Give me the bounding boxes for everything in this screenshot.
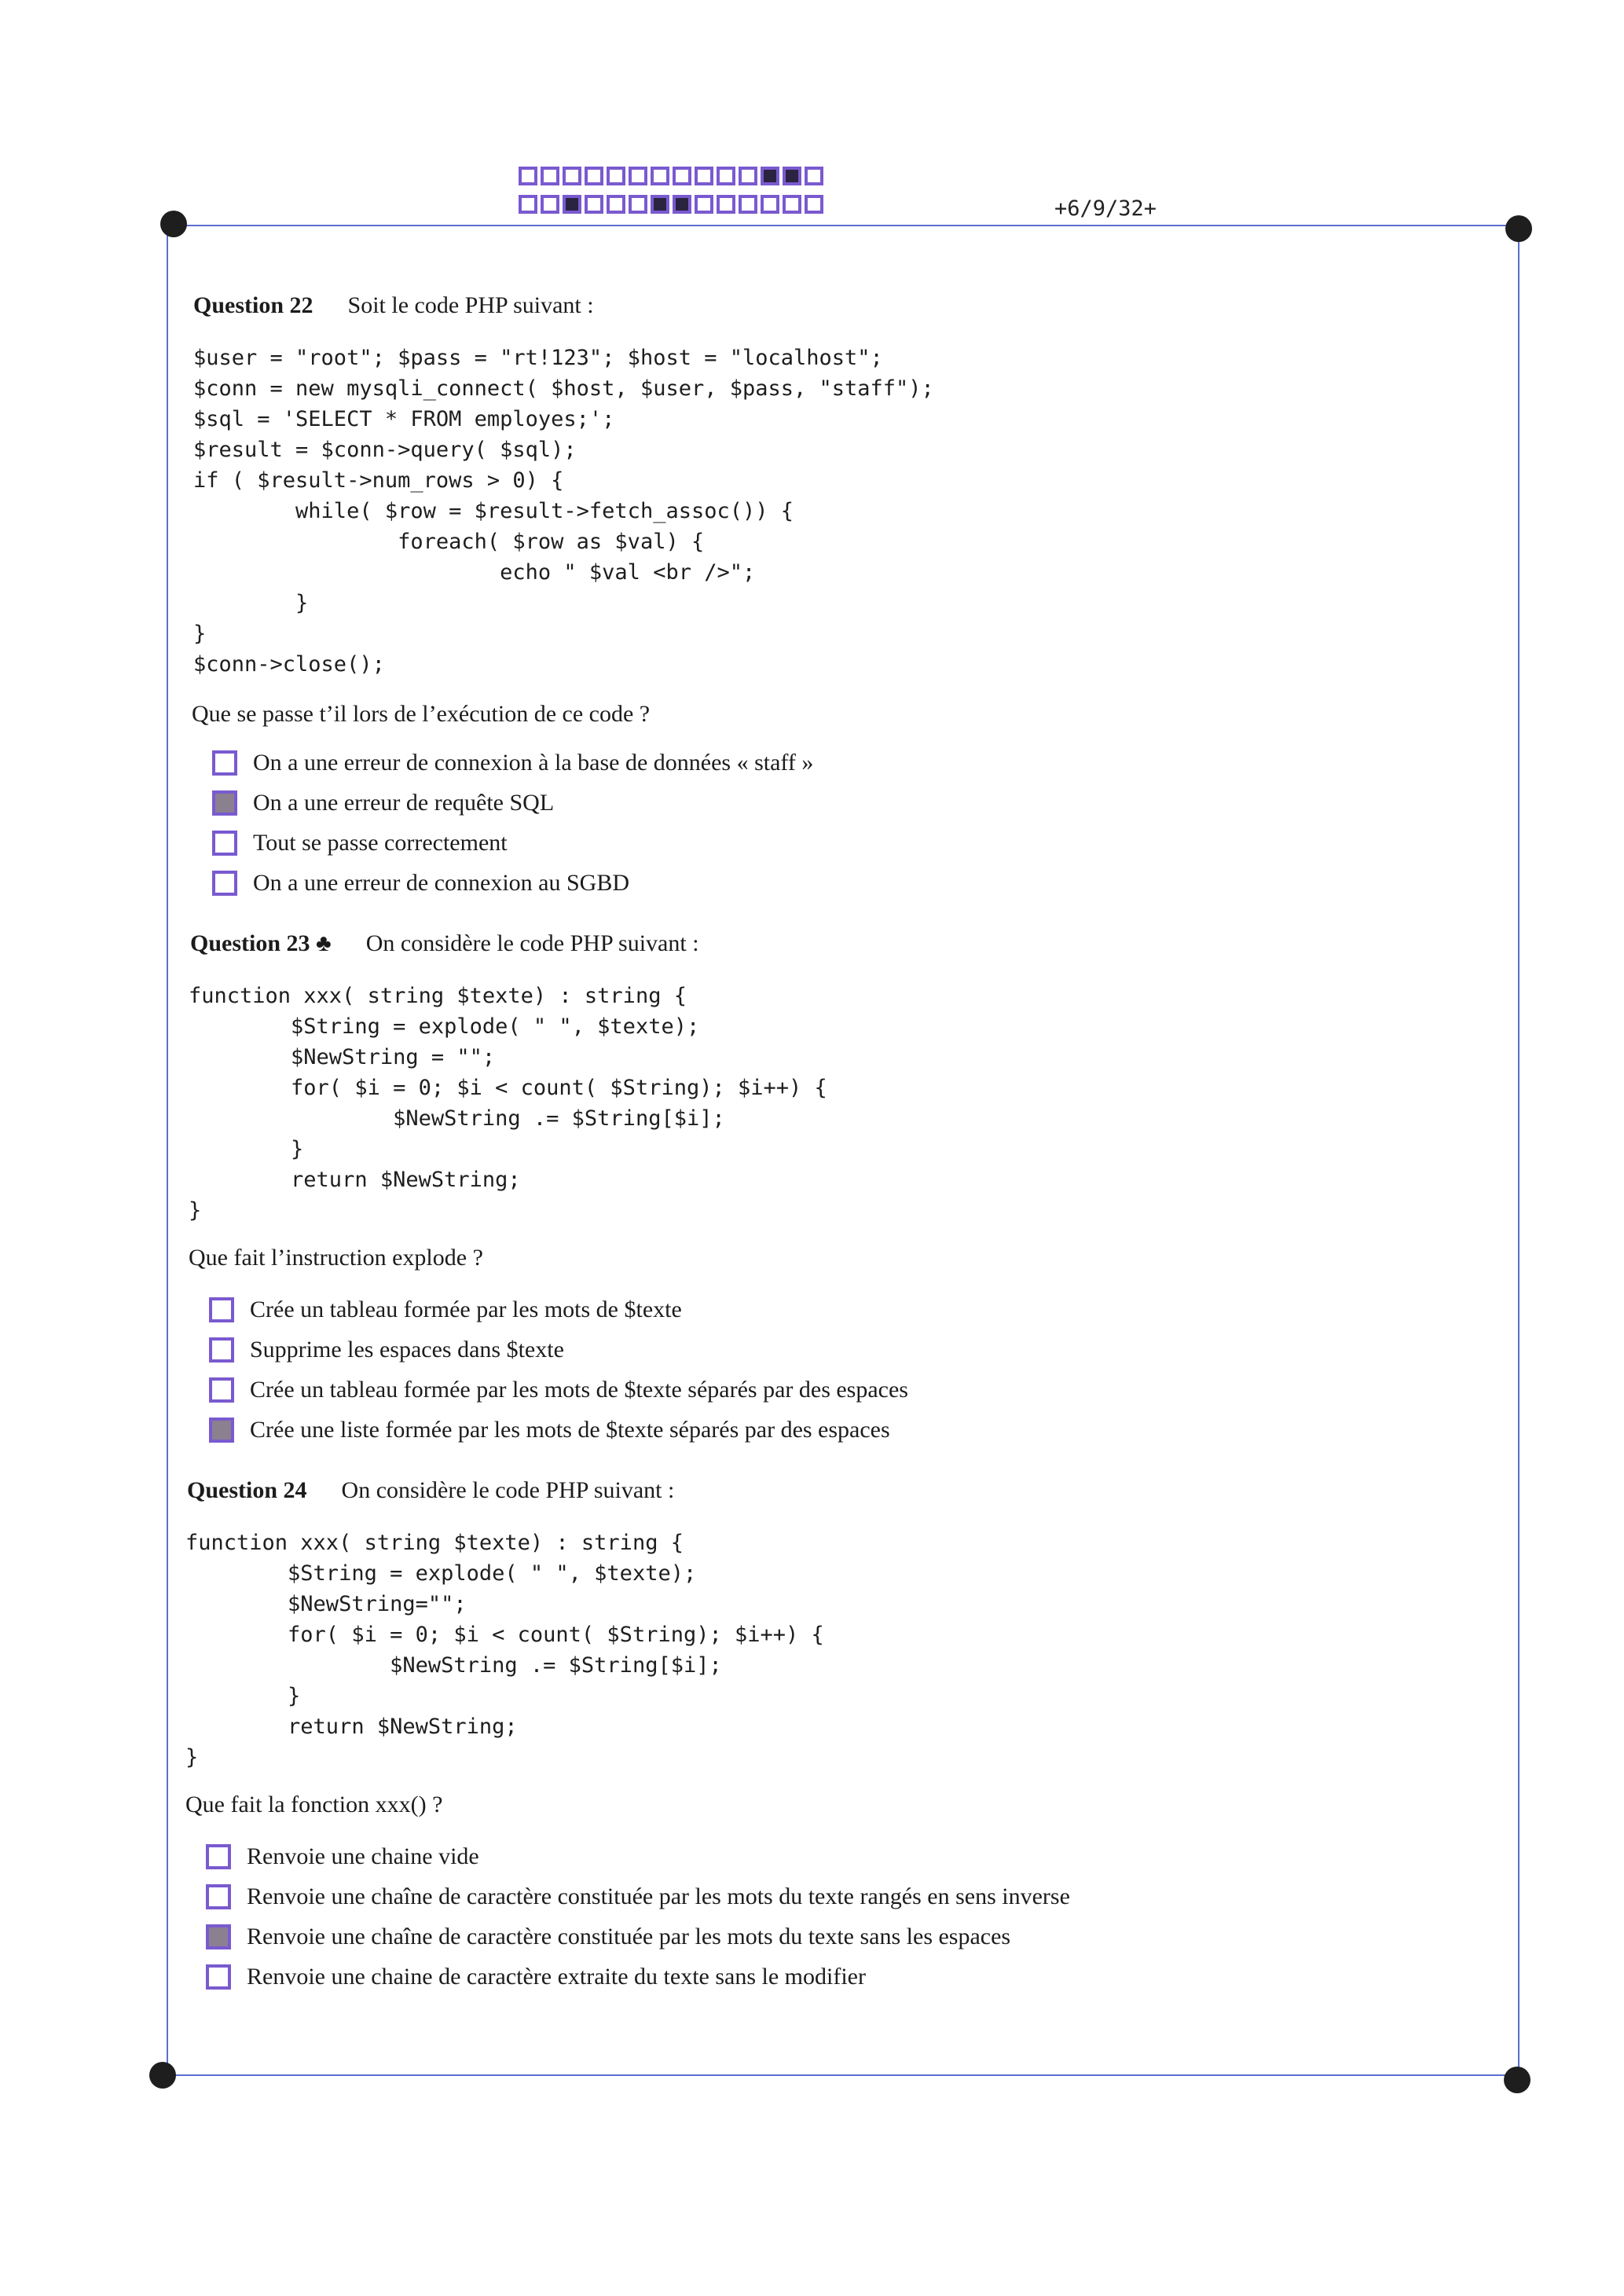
question-24-answer-4[interactable] bbox=[206, 1964, 866, 1990]
checkbox[interactable] bbox=[212, 790, 237, 816]
id-code-grid-row-2 bbox=[519, 195, 827, 214]
code-cell-empty bbox=[651, 167, 669, 185]
answer-label: Supprime les espaces dans $texte bbox=[250, 1337, 564, 1363]
checkbox[interactable] bbox=[209, 1377, 234, 1403]
code-cell-empty bbox=[783, 195, 801, 214]
answer-label: Renvoie une chaine vide bbox=[247, 1843, 479, 1869]
question-22-answer-4[interactable] bbox=[212, 870, 629, 897]
code-cell-empty bbox=[739, 195, 757, 214]
checkbox[interactable] bbox=[209, 1418, 234, 1443]
question-23-answer-2[interactable] bbox=[209, 1337, 564, 1363]
code-cell-empty bbox=[541, 195, 559, 214]
corner-marker-bottom-left bbox=[149, 2062, 176, 2089]
corner-marker-bottom-right bbox=[1504, 2067, 1531, 2093]
frame-left-line bbox=[167, 225, 168, 2076]
question-number: Question 22 bbox=[193, 292, 313, 318]
code-cell-empty bbox=[805, 195, 823, 214]
code-cell-empty bbox=[607, 167, 625, 185]
answer-label: Crée un tableau formée par les mots de $texte séparés par des espaces bbox=[250, 1377, 908, 1403]
answer-label: On a une erreur de connexion au SGBD bbox=[253, 870, 630, 896]
corner-marker-top-left bbox=[160, 211, 187, 237]
code-cell-empty bbox=[585, 195, 603, 214]
checkbox[interactable] bbox=[212, 750, 237, 776]
code-cell-empty bbox=[563, 167, 581, 185]
code-cell-empty bbox=[519, 167, 537, 185]
code-cell-empty bbox=[695, 167, 713, 185]
frame-right-line bbox=[1518, 226, 1520, 2076]
code-cell-filled bbox=[563, 195, 581, 214]
code-cell-empty bbox=[739, 167, 757, 185]
question-23-header bbox=[190, 930, 699, 957]
question-23-code: function xxx( string $texte) : string { $String = explode( " ", $texte); $NewString = ""; for( $i = 0; $i < count( $String); $i++) { $NewString .= $String[$i]; } return $NewString; } bbox=[189, 984, 827, 1223]
question-intro: On considère le code PHP suivant : bbox=[341, 1477, 675, 1503]
question-22-header bbox=[193, 292, 594, 319]
question-23-prompt: Que fait l’instruction explode ? bbox=[189, 1245, 483, 1271]
id-code-grid-row-1 bbox=[519, 167, 827, 185]
checkbox[interactable] bbox=[206, 1964, 231, 1990]
checkbox[interactable] bbox=[206, 1844, 231, 1869]
checkbox[interactable] bbox=[209, 1337, 234, 1363]
code-cell-empty bbox=[805, 167, 823, 185]
answer-label: Renvoie une chaine de caractère extraite du texte sans le modifier bbox=[247, 1964, 866, 1990]
question-24-answer-1[interactable] bbox=[206, 1843, 479, 1870]
question-number: Question 24 bbox=[187, 1477, 307, 1503]
question-23-answer-1[interactable] bbox=[209, 1297, 682, 1323]
answer-label: Renvoie une chaîne de caractère constituée par les mots du texte rangés en sens inverse bbox=[247, 1883, 1070, 1909]
question-24-header bbox=[187, 1477, 674, 1504]
answer-label: Crée un tableau formée par les mots de $texte bbox=[250, 1297, 682, 1322]
code-cell-filled bbox=[761, 167, 779, 185]
code-cell-empty bbox=[695, 195, 713, 214]
code-cell-filled bbox=[651, 195, 669, 214]
question-23-answer-3[interactable] bbox=[209, 1377, 908, 1403]
question-24-code: function xxx( string $texte) : string { $String = explode( " ", $texte); $NewString=""; for( $i = 0; $i < count( $String); $i++) { $NewString .= $String[$i]; } return $NewString; } bbox=[185, 1531, 824, 1770]
question-intro: On considère le code PHP suivant : bbox=[365, 930, 699, 956]
corner-marker-top-right bbox=[1505, 215, 1532, 242]
question-22-prompt: Que se passe t’il lors de l’exécution de ce code ? bbox=[192, 701, 651, 727]
code-cell-empty bbox=[717, 167, 735, 185]
answer-label: On a une erreur de connexion à la base de données « staff » bbox=[253, 750, 814, 776]
answer-label: On a une erreur de requête SQL bbox=[253, 790, 555, 816]
question-22-answer-3[interactable] bbox=[212, 830, 508, 856]
frame-top-line bbox=[173, 225, 1520, 226]
question-22-answer-1[interactable] bbox=[212, 750, 813, 776]
checkbox[interactable] bbox=[209, 1297, 234, 1322]
code-cell-empty bbox=[717, 195, 735, 214]
answer-label: Crée une liste formée par les mots de $texte séparés par des espaces bbox=[250, 1417, 890, 1443]
checkbox[interactable] bbox=[206, 1884, 231, 1909]
question-24-prompt: Que fait la fonction xxx() ? bbox=[185, 1792, 443, 1817]
checkbox[interactable] bbox=[212, 871, 237, 896]
question-22-code: $user = "root"; $pass = "rt!123"; $host = "localhost"; $conn = new mysqli_connect( $host, $user, $pass, "staff"); $sql = 'SELECT * FROM employes;'; $result = $conn->query( $sql); if ( $result->num_rows > 0) { while( $row = $result->fetch_assoc()) { foreach( $row as $val) { echo " $val <br />"; } } $conn->close(); bbox=[193, 346, 934, 677]
question-number: Question 23 ♣ bbox=[190, 930, 332, 956]
checkbox[interactable] bbox=[212, 831, 237, 856]
code-cell-empty bbox=[519, 195, 537, 214]
question-intro: Soit le code PHP suivant : bbox=[347, 292, 594, 318]
question-24-answer-2[interactable] bbox=[206, 1883, 1070, 1910]
code-cell-empty bbox=[673, 167, 691, 185]
page-id: +6/9/32+ bbox=[1054, 196, 1157, 221]
question-22-answer-2[interactable] bbox=[212, 790, 554, 816]
question-24-answer-3[interactable] bbox=[206, 1924, 1010, 1950]
code-cell-empty bbox=[607, 195, 625, 214]
code-cell-empty bbox=[629, 167, 647, 185]
checkbox[interactable] bbox=[206, 1924, 231, 1949]
code-cell-empty bbox=[585, 167, 603, 185]
answer-label: Tout se passe correctement bbox=[253, 830, 508, 856]
answer-label: Renvoie une chaîne de caractère constituée par les mots du texte sans les espaces bbox=[247, 1924, 1011, 1949]
code-cell-empty bbox=[629, 195, 647, 214]
question-23-answer-4[interactable] bbox=[209, 1417, 890, 1443]
frame-bottom-line bbox=[162, 2074, 1520, 2076]
code-cell-empty bbox=[541, 167, 559, 185]
code-cell-empty bbox=[761, 195, 779, 214]
code-cell-filled bbox=[783, 167, 801, 185]
code-cell-filled bbox=[673, 195, 691, 214]
